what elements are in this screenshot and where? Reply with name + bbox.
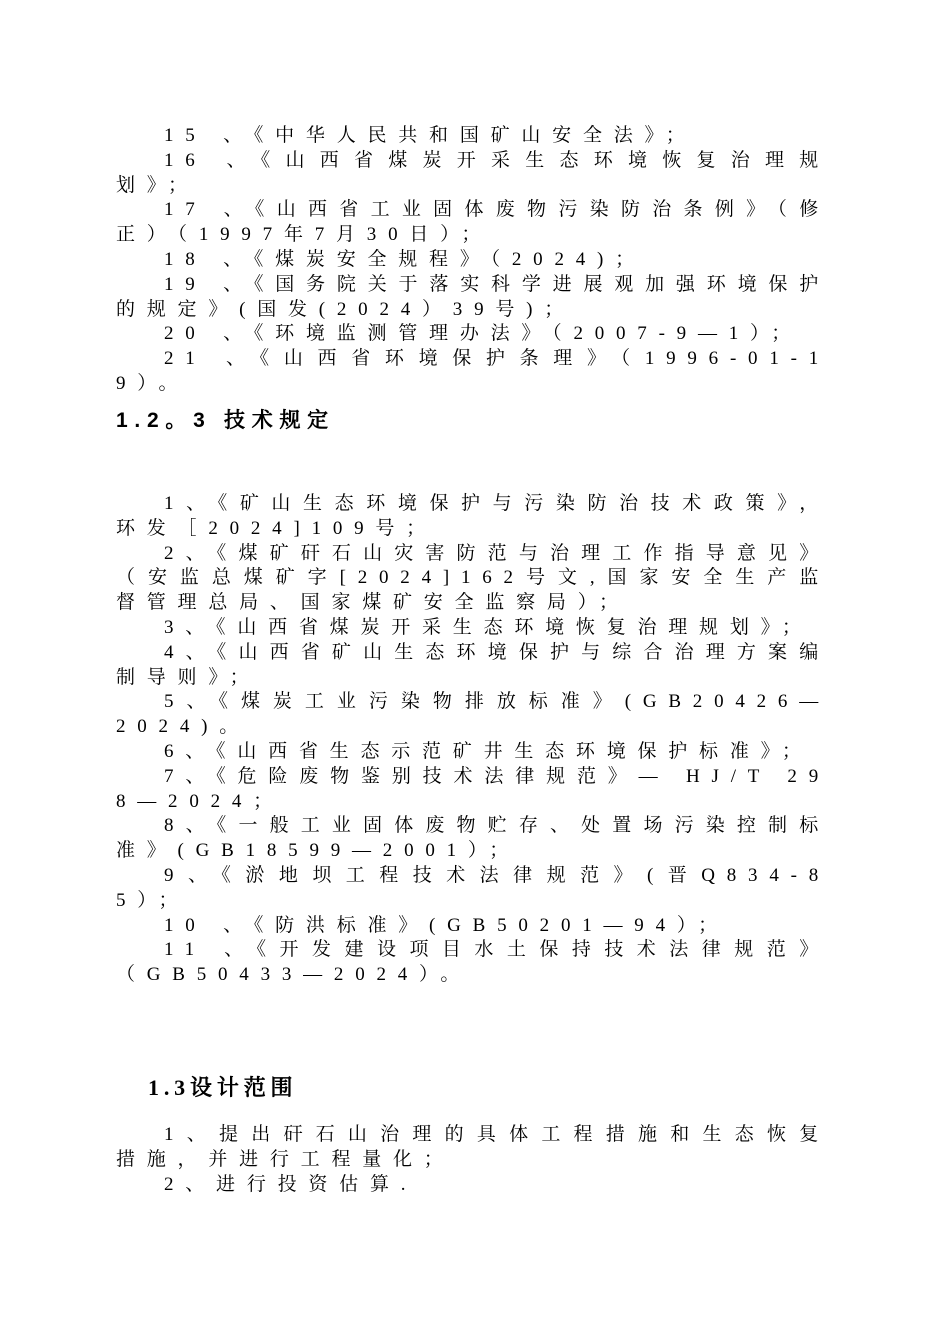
technical-regulations-list (116, 492, 830, 988)
list-item: 2、进行投资估算. (164, 1173, 418, 1195)
list-item: 11 、《开发建设项目水土保持技术法律规范》（GB50433—2024）。 (116, 939, 830, 986)
list-item: 7、《危险废物鉴别技术法律规范》— HJ/T 298—2024； (116, 765, 830, 812)
list-item: 20 、《环境监测管理办法》（2007-9—1）； (164, 323, 803, 345)
list-item: 8、《一般工业固体废物贮存、处置场污染控制标准》(GB18599—2001）； (116, 815, 830, 862)
list-item: 16 、《山西省煤炭开采生态环境恢复治理规划》； (116, 149, 830, 196)
list-item: 2、《煤矿矸石山灾害防范与治理工作指导意见》（安监总煤矿字[2024]162号文,国家安全生产监督管理总局、国家煤矿安全监察局）； (116, 542, 830, 614)
design-scope-list (116, 1123, 830, 1197)
list-item: 1、《矿山生态环境保护与污染防治技术政策》，环发［2024]109号； (116, 493, 830, 539)
list-item: 15 、《中华人民共和国矿山安全法》； (164, 125, 697, 146)
list-item: 5、《煤炭工业污染物排放标准》(GB20426—2024)。 (116, 691, 830, 738)
list-item: 3、《山西省煤炭开采生态环境恢复治理规划》； (164, 616, 813, 638)
section-heading-technical-regulations: 1.2。3 技术规定 (116, 409, 335, 432)
list-item: 1、提出矸石山治理的具体工程措施和生态恢复措施，并进行工程量化； (116, 1124, 830, 1170)
laws-regulations-list (116, 124, 830, 397)
list-item: 18 、《煤炭安全规程》（2024)； (164, 248, 646, 270)
list-item: 10 、《防洪标准》(GB50201—94）； (164, 914, 729, 936)
list-item: 9、《淤地坝工程技术法律规范》(晋Q834-85）； (116, 864, 830, 911)
list-item: 4、《山西省矿山生态环境保护与综合治理方案编制导则》； (116, 641, 830, 688)
list-item: 6、《山西省生态示范矿井生态环境保护标准》； (164, 740, 813, 762)
list-item: 17 、《山西省工业固体废物污染防治条例》（修正）（1997年7月30日）； (116, 199, 830, 246)
list-item: 19 、《国务院关于落实科学进展观加强环境保护的规定》(国发(2024）39号)； (116, 273, 830, 320)
list-item: 21 、《山西省环境保护条理》（1996-01-19）。 (116, 348, 830, 394)
section-heading-design-scope: 1.3设计范围 (148, 1075, 298, 1100)
